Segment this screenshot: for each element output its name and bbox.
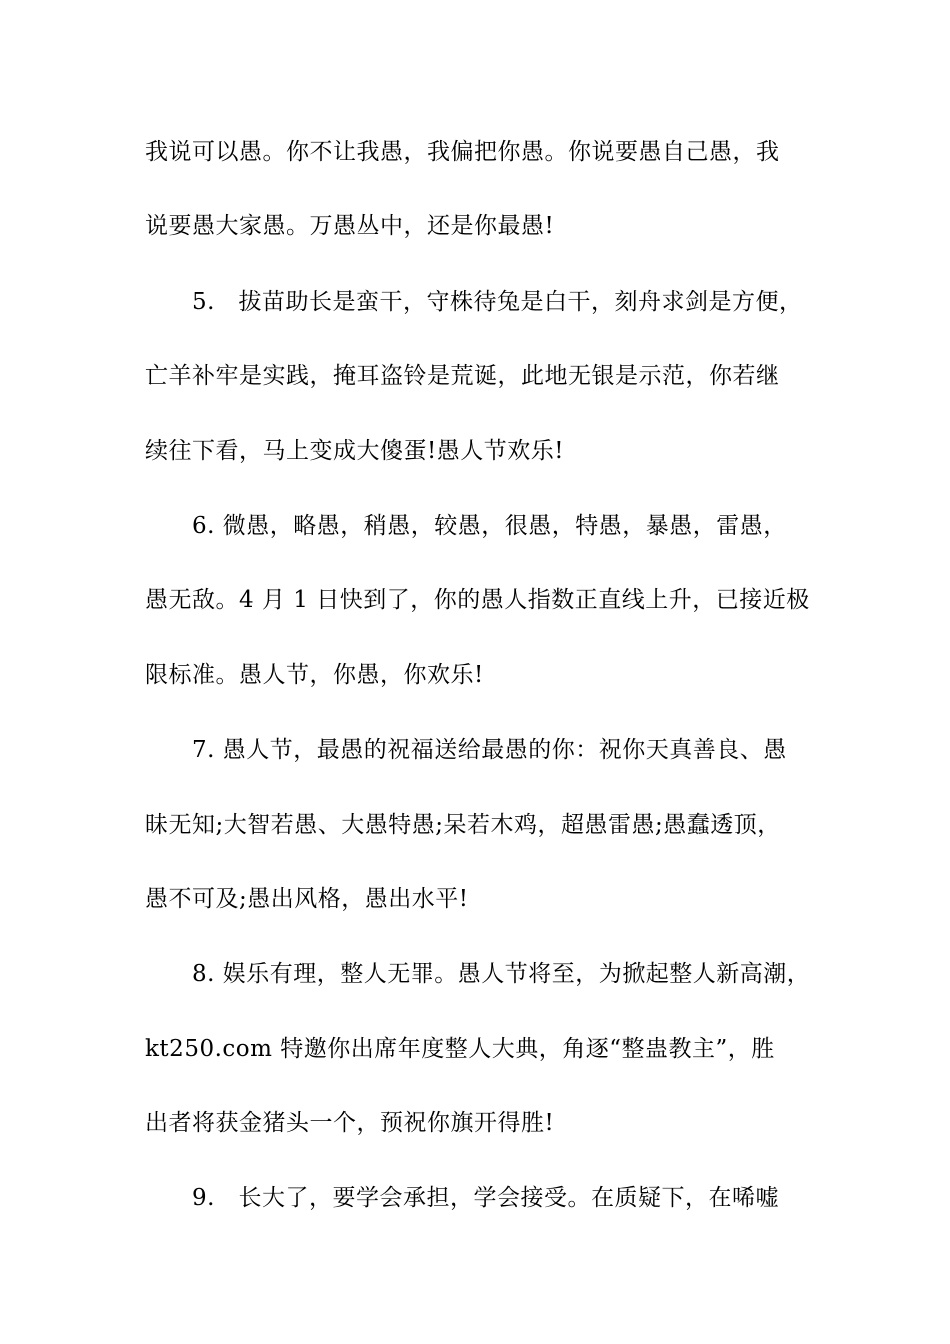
text-line: 愚不可及;愚出风格，愚出水平! xyxy=(145,886,469,912)
paragraph-7-start: 7. 愚人节，最愚的祝福送给最愚的你：祝你天真善良、愚 xyxy=(192,737,787,763)
paragraph-5-start: 5. 拔苗助长是蛮干，守株待兔是白干，刻舟求剑是方便， xyxy=(192,289,803,315)
text-line: 愚无敌。4 月 1 日快到了，你的愚人指数正直线上升，已接近极 xyxy=(145,587,810,613)
text-line: 续往下看，马上变成大傻蛋!愚人节欢乐! xyxy=(145,438,564,464)
text-line: 昧无知;大智若愚、大愚特愚;呆若木鸡，超愚雷愚;愚蠢透顶， xyxy=(145,812,781,838)
text-line: 出者将获金猪头一个，预祝你旗开得胜! xyxy=(145,1110,555,1136)
paragraph-9-start: 9. 长大了，要学会承担，学会接受。在质疑下，在唏嘘 xyxy=(192,1185,779,1211)
text-line: 亡羊补牢是实践，掩耳盗铃是荒诞，此地无银是示范，你若继 xyxy=(145,363,780,389)
text-line: 我说可以愚。你不让我愚，我偏把你愚。你说要愚自己愚，我 xyxy=(145,139,780,165)
text-line: 说要愚大家愚。万愚丛中，还是你最愚! xyxy=(145,213,555,239)
text-line: 限标准。愚人节，你愚，你欢乐! xyxy=(145,662,484,688)
paragraph-6-start: 6. 微愚，略愚，稍愚，较愚，很愚，特愚，暴愚，雷愚， xyxy=(192,513,787,539)
paragraph-8-start: 8. 娱乐有理，整人无罪。愚人节将至，为掀起整人新高潮， xyxy=(192,961,811,987)
text-line: kt250.com 特邀你出席年度整人大典，角逐“整蛊教主”，胜 xyxy=(145,1036,775,1062)
